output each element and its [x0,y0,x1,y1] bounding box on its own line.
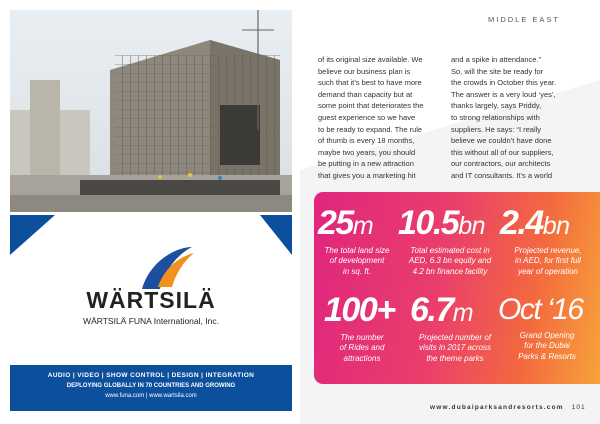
stat-unit: m [352,212,374,240]
article-line: maybe two years, you should [318,147,416,157]
stat-caption-line: Parks & Resorts [518,351,576,361]
stat-caption-line: of Rides and [339,343,385,353]
article-line: The answer is a very loud ‘yes’, [451,89,556,99]
article-line: such that it’s best to have more [318,78,422,88]
article-column-1 [318,54,446,182]
stat-caption-line: AED, 6.3 bn equity and [408,256,492,266]
article-line: So, will the site be ready for [451,66,544,76]
stat-caption-line: of development [329,256,385,266]
article-line: to strong relationships with [451,112,540,122]
stat-caption-line: for the Dubai [524,341,570,351]
stat-number: 100+ [324,291,395,329]
stat-caption-line: Grand Opening [519,331,575,340]
stats-panel [314,192,600,384]
article-line: and a spike in attendance.” [451,55,542,64]
stat-grand-opening [498,292,596,362]
article-line: believe our business plan is [318,66,411,76]
stat-caption-line: The total land size [324,246,390,255]
stat-number: Oct ‘16 [498,293,583,326]
stat-caption-line: Total estimated cost in [410,246,490,255]
stat-caption-line: in sq. ft. [342,266,371,276]
article-line: guest experience so we have [318,112,416,122]
stat-number: 10.5 [398,204,459,242]
stat-unit: bn [542,212,570,240]
article-line: our contractors, our architects [451,159,551,169]
stat-projected-revenue [500,205,596,277]
article-column-2 [451,54,579,182]
page-footer [430,404,586,411]
wartsila-logo-text: WÄRTSILÄ [86,287,216,313]
stat-caption-line: in AED, for first full [515,256,581,266]
article-line: demand than capacity but at [318,89,413,99]
article-line: the crowds in October this year. [451,78,557,88]
article-line: this without all of our suppliers, [451,147,554,157]
stat-number: 2.4 [500,204,543,242]
article-line: of thumb is every 18 months, [318,136,415,146]
ad-tagline: DEPLOYING GLOBALLY IN 70 COUNTRIES AND GROWING [66,383,236,389]
article-line: believe we couldn’t have done [451,136,552,146]
article-line: some point that deteriorates the [318,101,424,111]
stat-estimated-cost [398,205,502,277]
stat-projected-visits [410,292,506,364]
article-line: thanks largely, says Priddy, [451,101,542,111]
article-line: suppliers. He says: “I really [451,124,542,134]
article-line: of its original size available. We [318,55,423,64]
stat-caption-line: attractions [343,353,381,363]
stat-unit: m [452,299,474,327]
page-number: 101 [571,404,586,411]
article-line: and IT consultants. It’s a world [451,170,553,180]
stat-number: 6.7 [410,291,453,329]
ad-urls[interactable]: www.funa.com | www.wartsila.com [105,393,197,399]
article-line: that gives you a marketing hit [318,170,416,180]
construction-photo [10,10,292,212]
stat-caption-line: Projected number of [418,333,492,342]
company-name: WÄRTSILÄ FUNA International, Inc. [83,316,219,326]
stat-caption-line: visits in 2017 across [418,343,492,353]
stat-number: 25 [318,204,353,242]
stat-caption-line: The number [340,333,384,342]
section-label: MIDDLE EAST [488,15,561,24]
stat-caption-line: Projected revenue, [514,246,582,255]
stat-unit: bn [458,212,485,240]
stat-caption-line: 4.2 bn finance facility [412,266,488,276]
stat-caption-line: year of operation [517,266,579,276]
footer-url[interactable]: www.dubaiparksandresorts.com [430,404,564,411]
ad-services: AUDIO | VIDEO | SHOW CONTROL | DESIGN | INTEGRATION [47,372,255,379]
wartsila-advertisement[interactable] [10,215,292,411]
article-line: to be ready to expand. The rule [318,124,423,134]
article-line: be putting in a new attraction [318,159,414,169]
stat-caption-line: the theme parks [426,353,484,363]
